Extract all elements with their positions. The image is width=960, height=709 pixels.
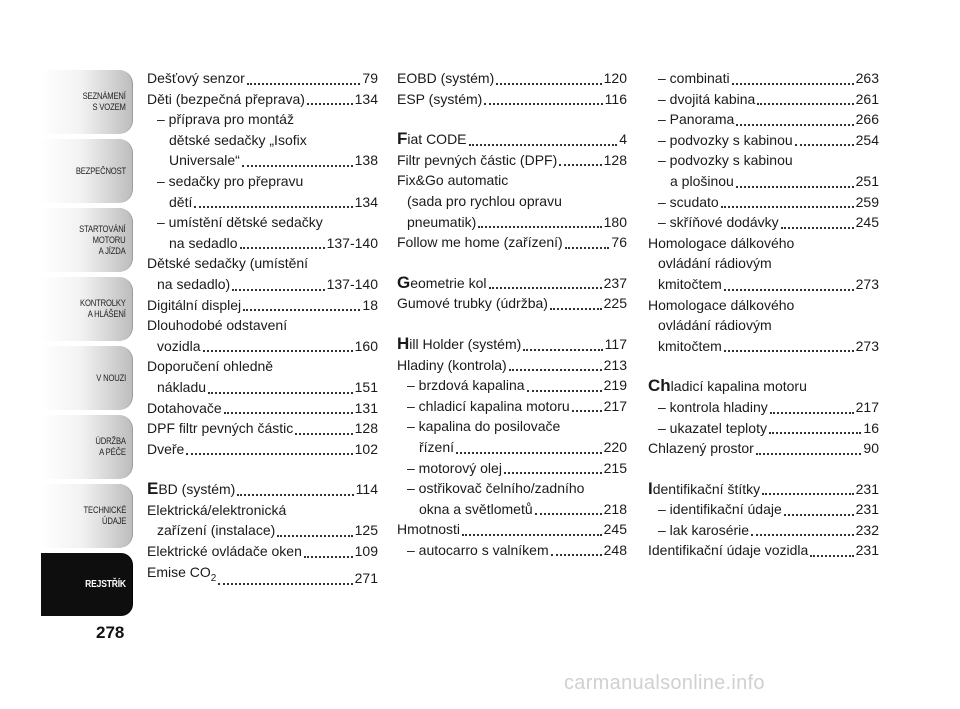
- index-entry: Dětské sedačky (umístění: [147, 255, 309, 272]
- index-entry: Elektrická/elektronická: [147, 501, 287, 518]
- index-entry: Děti (bezpečná přeprava) 134: [147, 90, 378, 107]
- index-entry: – lak karosérie 232: [658, 521, 879, 538]
- index-entry: Dešťový senzor 79: [147, 70, 378, 86]
- index-entry: na sedadlo 137-140: [169, 234, 378, 251]
- index-entry: na sedadlo) 137-140: [157, 275, 378, 292]
- index-entry: nákladu 151: [157, 378, 378, 395]
- index-entry: – kontrola hladiny 217: [658, 398, 879, 415]
- index-entry: Homologace dálkového: [648, 296, 795, 313]
- index-entry: – motorový olej 215: [407, 459, 627, 476]
- index-entry: řízení 220: [419, 438, 627, 455]
- index-entry: Fiat CODE 4: [397, 129, 627, 149]
- index-entry: Digitální displej 18: [147, 296, 378, 313]
- page-number: 278: [96, 623, 125, 642]
- index-entry: vozidla 160: [157, 337, 378, 354]
- index-entry: (sada pro rychlou opravu: [407, 192, 562, 209]
- index-entry: – ukazatel teploty 16: [658, 419, 879, 436]
- section-letter: H: [397, 333, 410, 353]
- index-entry: Dveře 102: [147, 440, 378, 457]
- tab-kontrolky[interactable]: [41, 277, 133, 341]
- index-entry: – skříňové dodávky 245: [658, 214, 879, 231]
- index-column-2: [397, 68, 627, 560]
- index-entry: Hill Holder (systém) 117: [397, 333, 627, 353]
- index-entry: pneumatik) 180: [407, 213, 627, 230]
- tab-label: SEZNÁMENÍ S VOZEM: [82, 91, 126, 112]
- tab-label: KONTROLKY A HLÁŠENÍ: [80, 298, 126, 319]
- index-entry: kmitočtem 273: [658, 337, 879, 354]
- section-letter: Ch: [648, 376, 671, 396]
- index-entry: Emise $CO_2$ 271: [147, 563, 378, 587]
- tab-rejstrik[interactable]: [41, 553, 133, 616]
- index-entry: Hmotnosti 245: [397, 521, 627, 538]
- section-letter: G: [397, 272, 411, 292]
- index-entry: zařízení (instalace) 125: [157, 522, 378, 539]
- index-entry: kmitočtem 273: [658, 275, 879, 292]
- watermark: carmanualsonline.info: [564, 672, 765, 694]
- index-entry: Universale“ 138: [169, 152, 378, 169]
- index-entry: – příprava pro montáž: [157, 111, 294, 128]
- tab-udrzba[interactable]: [41, 415, 133, 479]
- index-entry: – umístění dětské sedačky: [157, 214, 323, 231]
- index-entry: – sedačky pro přepravu: [157, 172, 304, 189]
- index-entry: Hladiny (kontrola) 213: [397, 356, 627, 373]
- index-entry: ovládání rádiovým: [658, 317, 772, 334]
- tab-technicke-udaje[interactable]: [41, 484, 133, 548]
- section-letter: E: [147, 479, 159, 499]
- tab-seznameni[interactable]: [41, 70, 133, 134]
- index-entry: Chlazený prostor 90: [648, 440, 879, 457]
- index-entry: Gumové trubky (údržba) 225: [397, 295, 627, 312]
- index-entry: – dvojitá kabina 261: [658, 90, 879, 107]
- index-column-3: [648, 68, 879, 561]
- index-entry: ESP (systém) 116: [397, 90, 627, 107]
- tab-label: ÚDRŽBA A PÉČE: [95, 436, 126, 457]
- tab-label: STARTOVÁNÍ MOTORU A JÍZDA: [79, 223, 126, 256]
- index-entry: Identifikační štítky 231: [648, 478, 879, 498]
- index-entry: DPF filtr pevných částic 128: [147, 420, 378, 437]
- section-letter: I: [648, 478, 653, 498]
- index-entry: Doporučení ohledně: [147, 358, 274, 375]
- index-entry: – brzdová kapalina 219: [407, 377, 627, 394]
- index-entry: Geometrie kol 237: [397, 272, 627, 292]
- index-entry: Dlouhodobé odstavení: [147, 317, 288, 334]
- index-entry: Homologace dálkového: [648, 234, 795, 251]
- index-entry: dětské sedačky „Isofix: [169, 131, 307, 148]
- index-entry: – autocarro s valníkem 248: [407, 541, 627, 558]
- index-entry: a plošinou 251: [670, 172, 879, 189]
- tab-label: REJSTŘÍK: [85, 579, 126, 590]
- index-entry: EOBD (systém) 120: [397, 70, 627, 86]
- index-entry: Identifikační údaje vozidla 231: [648, 542, 879, 559]
- index-entry: Fix&Go automatic: [397, 172, 509, 189]
- tab-v-nouzi[interactable]: [41, 346, 133, 410]
- index-entry: – podvozky s kabinou 254: [658, 131, 879, 148]
- index-entry: Chladicí kapalina motoru: [648, 376, 807, 396]
- index-entry: ovládání rádiovým: [658, 255, 772, 272]
- index-entry: dětí 134: [169, 193, 378, 210]
- tab-label: TECHNICKÉ ÚDAJE: [83, 505, 126, 526]
- tab-label: BEZPEČNOST: [75, 165, 126, 176]
- index-entry: – ostřikovač čelního/zadního: [407, 480, 585, 497]
- index-entry: Elektrické ovládače oken 109: [147, 543, 378, 560]
- index-entry: Dotahovače 131: [147, 399, 378, 416]
- index-entry: – Panorama 266: [658, 111, 879, 128]
- index-entry: Filtr pevných částic (DPF) 128: [397, 151, 627, 168]
- index-column-1: [147, 68, 378, 589]
- index-entry: – kapalina do posilovače: [407, 418, 561, 435]
- tab-bezpecnost[interactable]: [41, 139, 133, 203]
- index-entry: – chladicí kapalina motoru 217: [407, 397, 627, 414]
- index-entry: – podvozky s kabinou: [658, 152, 793, 169]
- section-letter: F: [397, 129, 408, 149]
- tab-label: V NOUZI: [96, 372, 126, 383]
- index-entry: – scudato 259: [658, 193, 879, 210]
- index-entry: Follow me home (zařízení) 76: [397, 234, 627, 251]
- index-entry: EBD (systém) 114: [147, 479, 378, 499]
- tab-startovani[interactable]: [41, 208, 133, 272]
- index-entry: – identifikační údaje 231: [658, 501, 879, 518]
- index-entry: – combinati 263: [658, 70, 879, 86]
- index-entry: okna a světlometů 218: [419, 500, 627, 517]
